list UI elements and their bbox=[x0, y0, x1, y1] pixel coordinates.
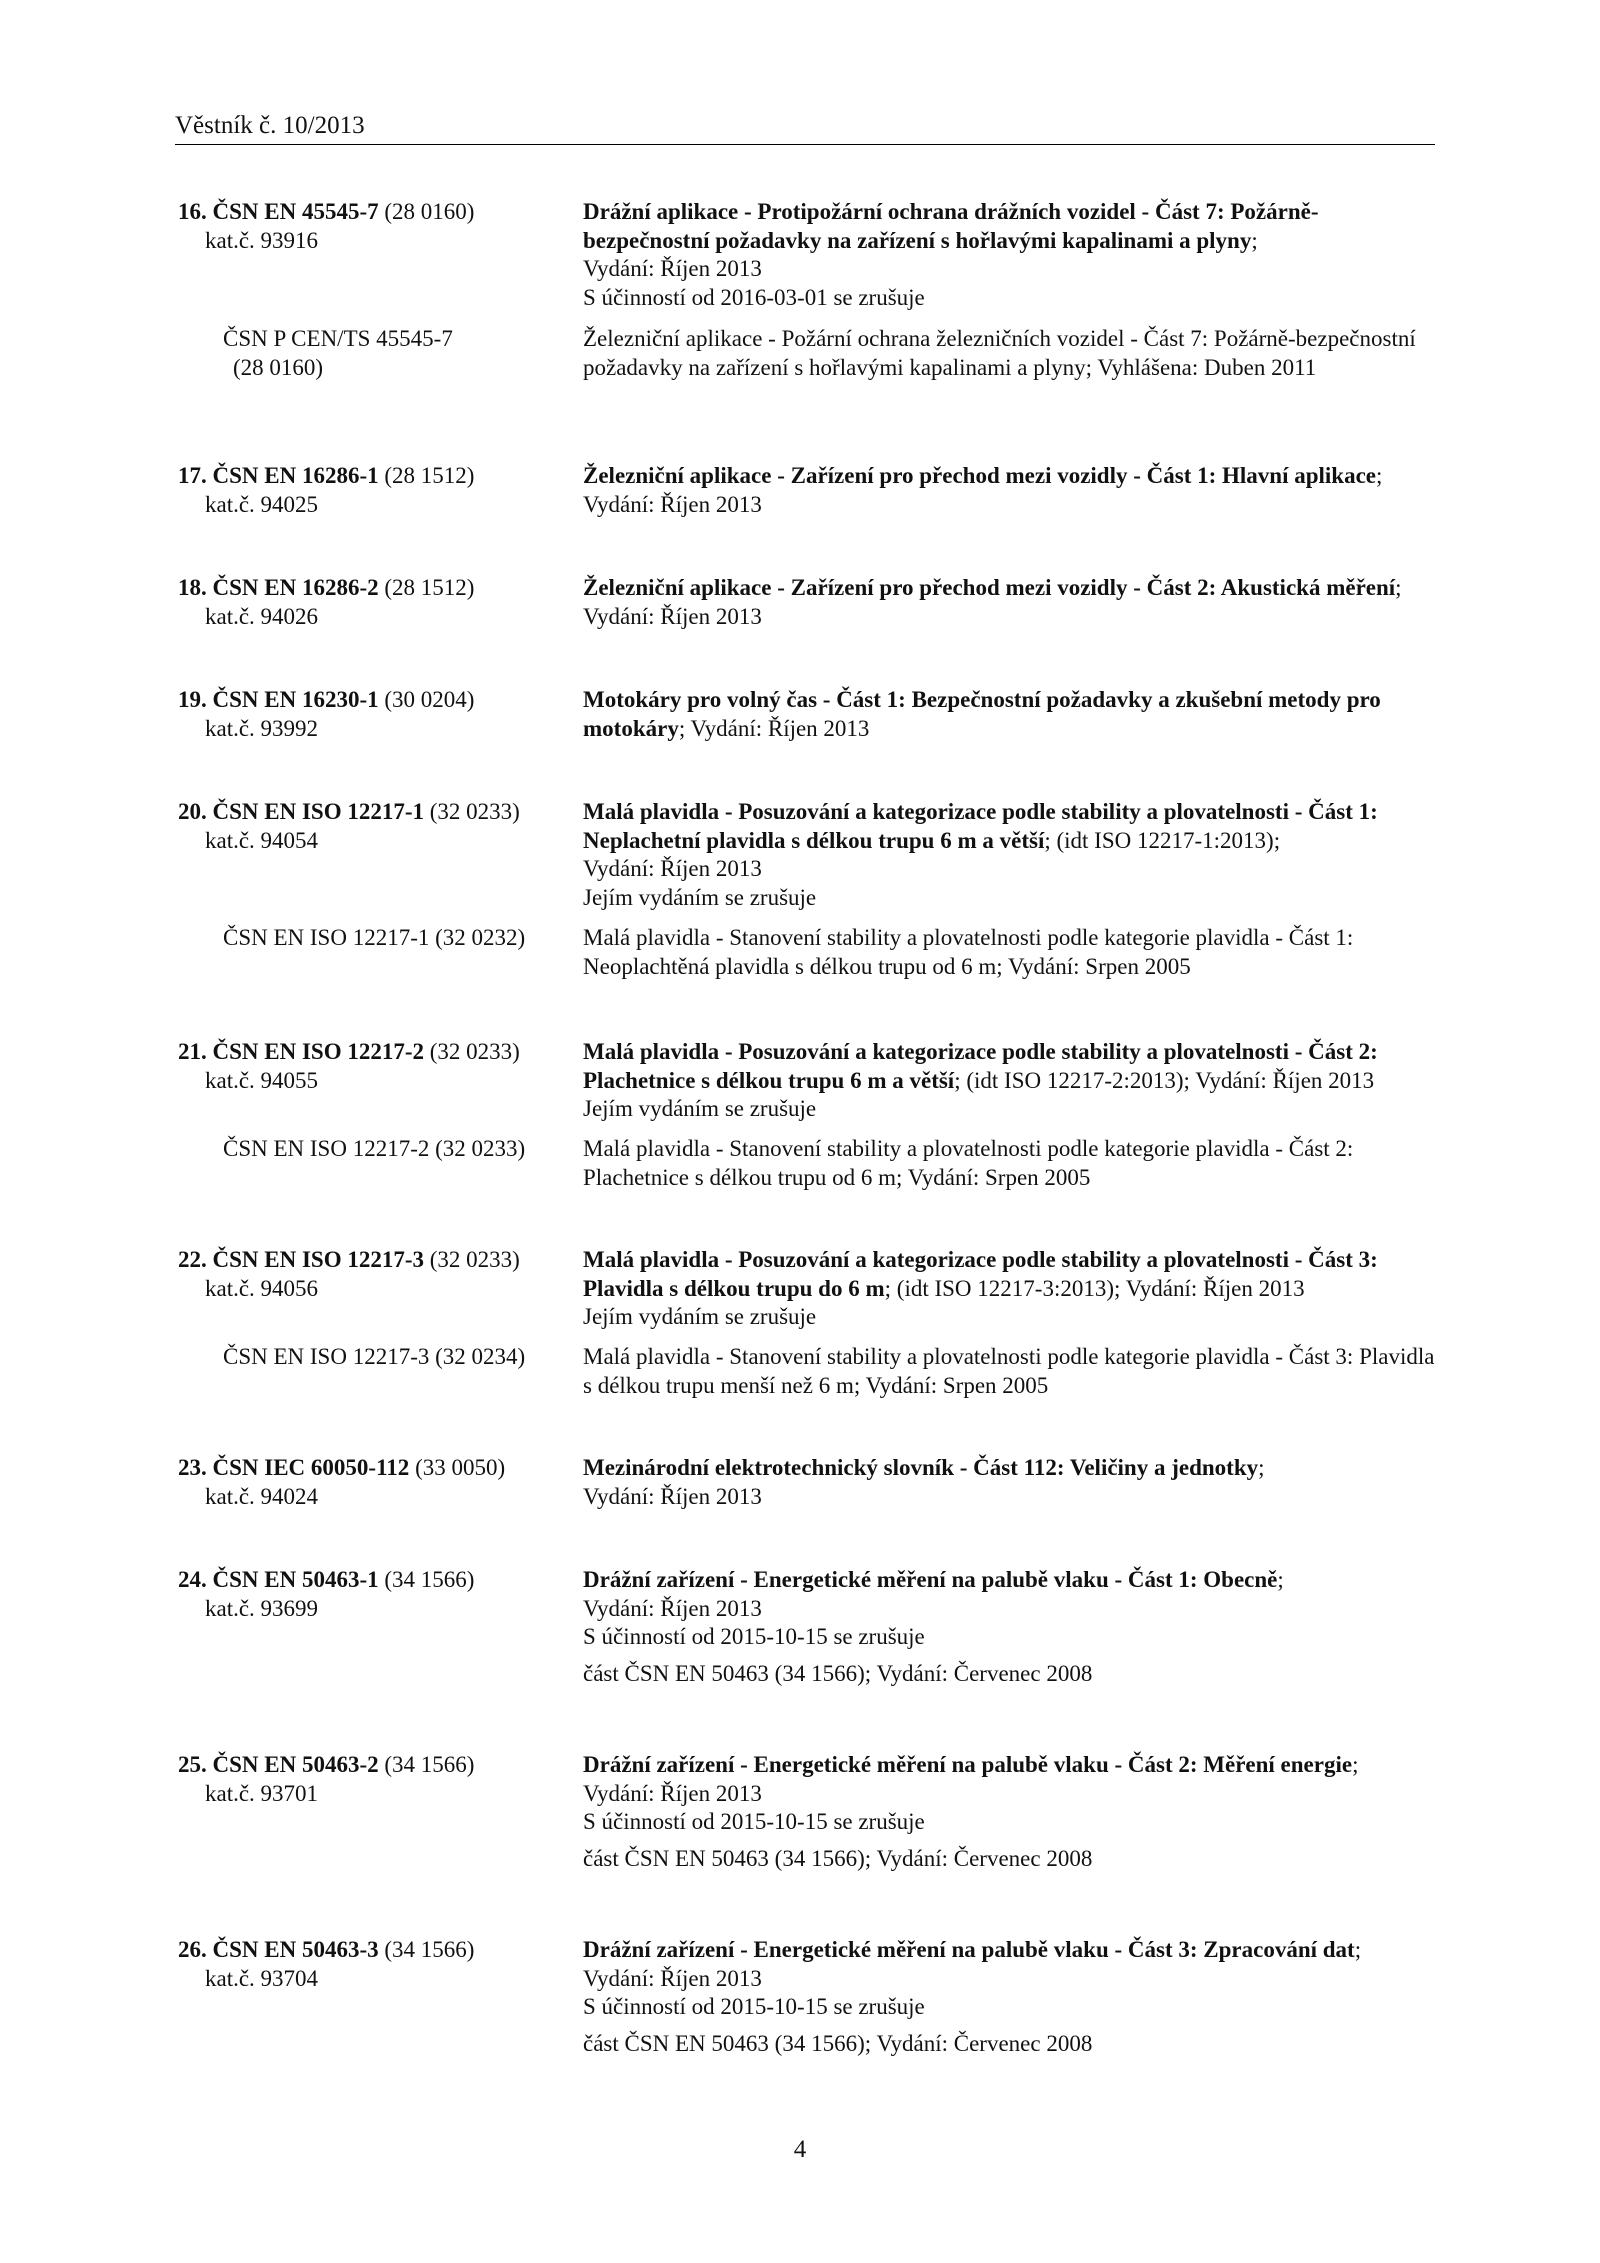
classification: (28 1512) bbox=[378, 463, 475, 488]
supersede-note: S účinností od 2015-10-15 se zrušuje bbox=[583, 1624, 925, 1650]
standard-code: ČSN EN 50463-2 bbox=[212, 1752, 379, 1777]
catalog-number: kat.č. 93992 bbox=[205, 715, 319, 741]
catalog-number: kat.č. 94056 bbox=[205, 1275, 319, 1301]
catalog-number: kat.č. 94054 bbox=[205, 827, 319, 853]
catalog-number: kat.č. 93701 bbox=[205, 1780, 319, 1806]
classification: (28 0160) bbox=[378, 199, 475, 224]
catalog-number: kat.č. 94055 bbox=[205, 1067, 319, 1093]
related-standard-text: Malá plavidla - Stanovení stability a plovatelnosti podle kategorie plavidla - Část 3: Plavidla s délkou trupu menší než 6 m; Vydání: Srpen 2005 bbox=[583, 1344, 1435, 1398]
classification: (34 1566) bbox=[378, 1567, 475, 1592]
standard-code: ČSN EN ISO 12217-1 bbox=[212, 799, 425, 824]
classification: (34 1566) bbox=[378, 1752, 475, 1777]
entry-number: 16. bbox=[178, 199, 207, 224]
entry-number: 24. bbox=[178, 1567, 207, 1592]
related-standard-code: ČSN EN ISO 12217-3 (32 0234) bbox=[223, 1344, 526, 1369]
catalog-number: kat.č. 93699 bbox=[205, 1595, 319, 1621]
supersede-note: S účinností od 2016-03-01 se zrušuje bbox=[583, 284, 925, 310]
standard-code: ČSN EN ISO 12217-2 bbox=[212, 1039, 425, 1064]
standard-title: Železniční aplikace - Zařízení pro přechod mezi vozidly - Část 1: Hlavní aplikace bbox=[583, 463, 1377, 488]
supersede-note: Jejím vydáním se zrušuje bbox=[583, 884, 817, 910]
standard-title: Drážní zařízení - Energetické měření na palubě vlaku - Část 1: Obecně bbox=[583, 1567, 1278, 1592]
issue-date: Vydání: Říjen 2013 bbox=[583, 1780, 762, 1806]
related-standard-text: Malá plavidla - Stanovení stability a plovatelnosti podle kategorie plavidla - Část 2: Plachetnice s délkou trupu od 6 m; Vydání: Srpen 2005 bbox=[583, 1136, 1354, 1190]
standard-title: Malá plavidla - Posuzování a kategorizace podle stability a plovatelnosti - Část 2: Plachetnice s délkou trupu 6 m a větší bbox=[583, 1039, 1378, 1093]
classification: (28 1512) bbox=[378, 575, 475, 600]
standard-title: Drážní zařízení - Energetické měření na palubě vlaku - Část 2: Měření energie bbox=[583, 1752, 1353, 1777]
standard-title: Drážní zařízení - Energetické měření na palubě vlaku - Část 3: Zpracování dat bbox=[583, 1937, 1355, 1962]
document-page: Věstník č. 10/2013 16. ČSN EN 45545-7 (28 0160) kat.č. 93916 Drážní aplikace - Protipožární ochrana drážních vozidel - Část 7: Požárně-bezpečnostní požadavky na zařízení s hořlavými kapalinami a plyny; Vydání: Říjen 2013 S účinností od 2016-03-01 se zrušuje ČSN P CEN/TS 45545-7 (28 0160) Železniční aplikace - Požární ochrana železničních vozidel - Část 7: Požárně-bezpečnostní požadavky na zařízení s hořlavými kapalinami a plyny; Vyhlášena: Duben 2011 17. ČSN EN 16286-1 (28 1512) kat.č. 94025 Železniční aplikace - Zařízení pro přechod mezi vozidly - Část 1: Hlavní aplikace; Vydání: Říjen 2013 18. ČSN EN 16286-2 (28 1512) kat.č. 94026 Železniční aplikace - Zařízení pro přechod mezi vozidly - Část 2: Akustická měření; Vydání: Říjen 2013 19. ČSN EN 16230-1 (30 0204) kat.č. 93992 Motokáry pro volný čas - Část 1: Bezpečnostní požadavky a zkušební metody pro motokáry; Vydání: Říjen 2013 20. ČSN EN ISO 12217-1 (32 0233) kat.č. 94054 Malá plavidla - Posuzování a kategorizace podle stability a plovatelnosti - Část 1: Neplachetní plavidla s délkou trupu 6 m a větší; (idt ISO 12217-1:2013); Vydání: Říjen 2013 Jejím vydáním se zrušuje ČSN EN ISO 12217-1 (32 0232) Malá plavidla - Stanovení stability a plovatelnosti podle kategorie plavidla - Část 1: Neoplachtěná plavidla s délkou trupu od 6 m; Vydání: Srpen 2005 21. ČSN EN ISO 12217-2 (32 0233) kat.č. 94055 Malá plavidla - Posuzování a kategorizace podle stability a plovatelnosti - Část 2: Plachetnice s délkou trupu 6 m a větší; (idt ISO 12217-2:2013); Vydání: Říjen 2013 Jejím vydáním se zrušuje ČSN EN ISO 12217-2 (32 0233) Malá plavidla - Stanovení stability a plovatelnosti podle kategorie plavidla - Část 2: Plachetnice s délkou trupu od 6 m; Vydání: Srpen 2005 22. ČSN EN ISO 12217-3 (32 0233) kat.č. 94056 Malá plavidla - Posuzování a kategorizace podle stability a plovatelnosti - Část 3: Plavidla s délkou trupu do 6 m; (idt ISO 12217-3:2013); Vydání: Říjen 2013 Jejím vydáním se zrušuje ČSN EN ISO 12217-3 (32 0234) Malá plavidla - Stanovení stability a plovatelnosti podle kategorie plavidla - Část 3: Plavidla s délkou trupu menší než 6 m; Vydání: Srpen 2005 23. ČSN IEC 60050-112 (33 0050) kat.č. 94024 Mezinárodní elektrotechnický slovník - Část 112: Veličiny a jednotky; Vydání: Říjen 2013 24. ČSN EN 50463-1 (34 1566) kat.č. 93699 Drážní zařízení - Energetické měření na palubě vlaku - Část 1: Obecně; Vydání: Říjen 2013 S účinností od 2015-10-15 se zrušuje část ČSN EN 50463 (34 1566); Vydání: Červenec 2008 25. ČSN EN 50463-2 (34 1566) kat.č. 93701 Drážní zařízení - Energetické měření na palubě vlaku - Část 2: Měření energie; Vydání: Říjen 2013 S účinností od 2015-10-15 se zrušuje část ČSN EN 50463 (34 1566); Vydání: Červenec 2008 26. ČSN EN 50463-3 (34 1566) kat.č. 93704 Drážní zařízení - Energetické měření na palubě vlaku - Část 3: Zpracování dat; Vydání: Říjen 2013 S účinností od 2015-10-15 se zrušuje část ČSN EN 50463 (34 1566); Vydání: Červenec 2008 4 bbox=[0, 0, 1600, 2263]
superseded-part: část ČSN EN 50463 (34 1566); Vydání: Červenec 2008 bbox=[583, 1660, 1093, 1686]
catalog-number: kat.č. 93704 bbox=[205, 1965, 319, 1991]
entry-number: 26. bbox=[178, 1937, 207, 1962]
related-standard-code: ČSN P CEN/TS 45545-7 bbox=[223, 326, 453, 351]
classification: (33 0050) bbox=[409, 1455, 506, 1480]
entry-number: 25. bbox=[178, 1752, 207, 1777]
superseded-part: část ČSN EN 50463 (34 1566); Vydání: Červenec 2008 bbox=[583, 2030, 1093, 2056]
catalog-number: kat.č. 94025 bbox=[205, 491, 319, 517]
entry-number: 23. bbox=[178, 1455, 207, 1480]
standard-title: Motokáry pro volný čas - Část 1: Bezpečnostní požadavky a zkušební metody pro motokáry bbox=[583, 687, 1381, 741]
standard-title: Železniční aplikace - Zařízení pro přechod mezi vozidly - Část 2: Akustická měření bbox=[583, 575, 1396, 600]
entry-number: 19. bbox=[178, 687, 207, 712]
page-number: 4 bbox=[793, 2136, 807, 2163]
standard-code: ČSN EN 45545-7 bbox=[212, 199, 379, 224]
issue-date: Vydání: Říjen 2013 bbox=[583, 1483, 762, 1509]
standard-code: ČSN EN 16286-2 bbox=[212, 575, 379, 600]
issue-date: Vydání: Říjen 2013 bbox=[583, 856, 762, 882]
related-standard-code: ČSN EN ISO 12217-1 (32 0232) bbox=[223, 925, 526, 950]
related-standard-text: Železniční aplikace - Požární ochrana železničních vozidel - Část 7: Požárně-bezpečnostní požadavky na zařízení s hořlavými kapalinami a plyny; Vyhlášena: Duben 2011 bbox=[583, 326, 1416, 380]
related-standard-class: (28 0160) bbox=[233, 354, 324, 380]
supersede-note: Jejím vydáním se zrušuje bbox=[583, 1096, 817, 1122]
catalog-number: kat.č. 94026 bbox=[205, 603, 319, 629]
entry-number: 20. bbox=[178, 799, 207, 824]
standard-description: Drážní aplikace - Protipožární ochrana drážních vozidel - Část 7: Požárně-bezpečnostní požadavky na zařízení s hořlavými kapalinami a plyny; Vydání: Říjen 2013 S účinností od 2016-03-01 se zrušuje bbox=[583, 198, 1443, 312]
page-header: Věstník č. 10/2013 bbox=[175, 110, 1435, 145]
supersede-note: S účinností od 2015-10-15 se zrušuje bbox=[583, 1994, 925, 2020]
classification: (32 0233) bbox=[424, 1247, 520, 1272]
standard-title: Malá plavidla - Posuzování a kategorizace podle stability a plovatelnosti - Část 1: Neplachetní plavidla s délkou trupu 6 m a větší bbox=[583, 799, 1378, 853]
standard-id-block bbox=[178, 198, 573, 255]
superseded-part: část ČSN EN 50463 (34 1566); Vydání: Červenec 2008 bbox=[583, 1845, 1093, 1871]
standard-code: ČSN EN ISO 12217-3 bbox=[212, 1247, 425, 1272]
entry-number: 22. bbox=[178, 1247, 207, 1272]
issue-date: Vydání: Říjen 2013 bbox=[583, 256, 762, 282]
standard-code: ČSN EN 50463-3 bbox=[212, 1937, 379, 1962]
standard-code: ČSN EN 16230-1 bbox=[212, 687, 379, 712]
standard-title: Malá plavidla - Posuzování a kategorizace podle stability a plovatelnosti - Část 3: Plavidla s délkou trupu do 6 m bbox=[583, 1247, 1378, 1301]
supersede-note: S účinností od 2015-10-15 se zrušuje bbox=[583, 1809, 925, 1835]
standard-title: Mezinárodní elektrotechnický slovník - Část 112: Veličiny a jednotky bbox=[583, 1455, 1259, 1480]
issue-date: Vydání: Říjen 2013 bbox=[583, 1965, 762, 1991]
issue-date: Vydání: Říjen 2013 bbox=[583, 1595, 762, 1621]
entry-number: 17. bbox=[178, 463, 207, 488]
standard-code: ČSN EN 16286-1 bbox=[212, 463, 379, 488]
related-standard-text: Malá plavidla - Stanovení stability a plovatelnosti podle kategorie plavidla - Část 1: Neoplachtěná plavidla s délkou trupu od 6 m; Vydání: Srpen 2005 bbox=[583, 925, 1354, 979]
standard-code: ČSN EN 50463-1 bbox=[212, 1567, 379, 1592]
supersede-note: Jejím vydáním se zrušuje bbox=[583, 1304, 817, 1330]
classification: (32 0233) bbox=[424, 799, 520, 824]
standard-title: Drážní aplikace - Protipožární ochrana drážních vozidel - Část 7: Požárně-bezpečnostní požadavky na zařízení s hořlavými kapalinami a plyny bbox=[583, 199, 1319, 253]
catalog-number: kat.č. 94024 bbox=[205, 1483, 319, 1509]
catalog-number: kat.č. 93916 bbox=[205, 227, 319, 253]
classification: (30 0204) bbox=[378, 687, 475, 712]
classification: (32 0233) bbox=[424, 1039, 520, 1064]
standard-code: ČSN IEC 60050-112 bbox=[212, 1455, 410, 1480]
related-standard-code: ČSN EN ISO 12217-2 (32 0233) bbox=[223, 1136, 526, 1161]
entry-number: 21. bbox=[178, 1039, 207, 1064]
classification: (34 1566) bbox=[378, 1937, 475, 1962]
entry-number: 18. bbox=[178, 575, 207, 600]
